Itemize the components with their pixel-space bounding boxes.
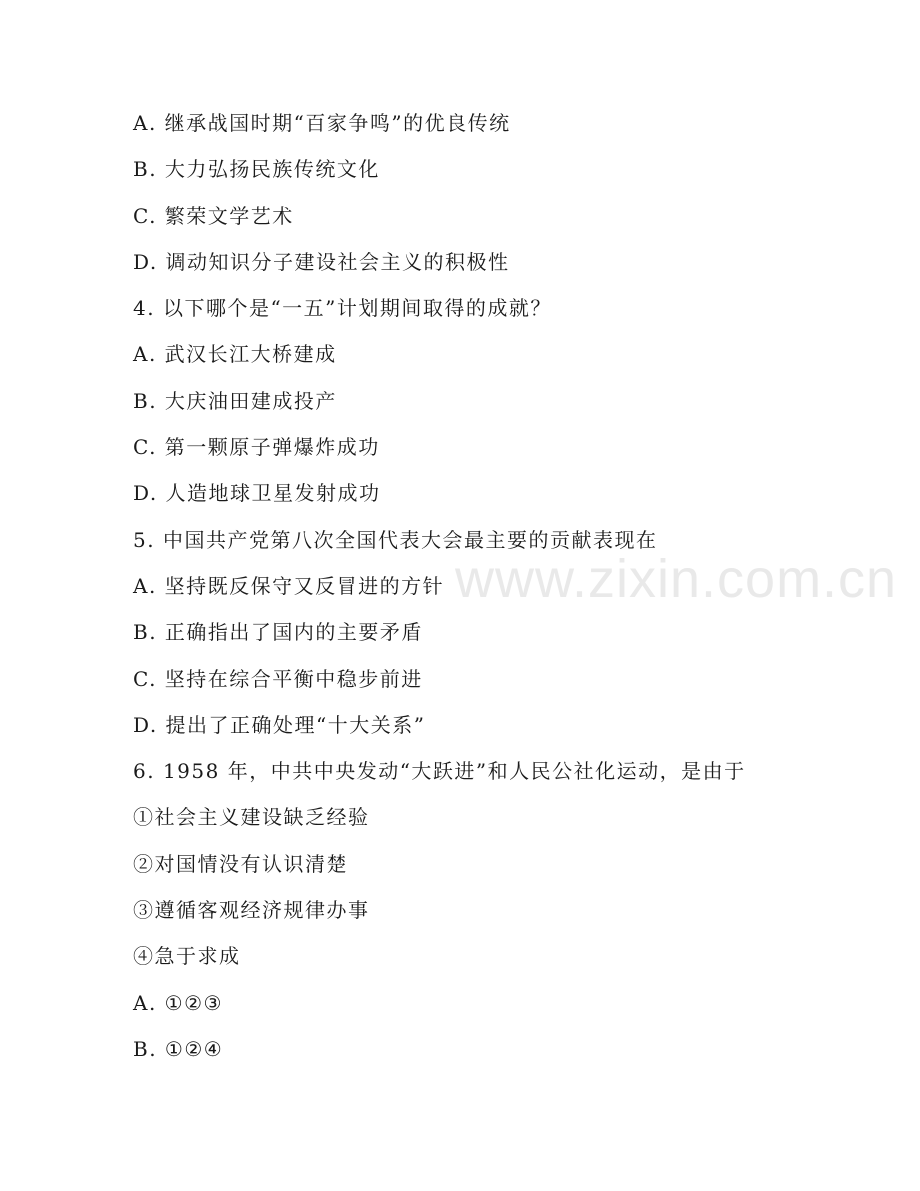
question-6: 6. 1958 年，中共中央发动“大跃进”和人民公社化运动，是由于 [133,759,746,784]
option-c-q5: C. 坚持在综合平衡中稳步前进 [133,666,423,691]
option-d-q4: D. 人造地球卫星发射成功 [133,481,381,506]
option-b-q5: B. 正确指出了国内的主要矛盾 [133,620,423,645]
option-c-q3: C. 繁荣文学艺术 [133,203,294,228]
watermark: www.zixin.com.cn [455,549,898,609]
statement-4: ④急于求成 [133,944,241,969]
statement-1: ①社会主义建设缺乏经验 [133,805,370,830]
option-a-q4: A. 武汉长江大桥建成 [133,342,337,367]
option-d-q5: D. 提出了正确处理“十大关系” [133,712,426,737]
option-a-q6: A. ①②③ [133,990,223,1015]
statement-3: ③遵循客观经济规律办事 [133,898,370,923]
option-b-q6: B. ①②④ [133,1036,224,1061]
option-b-q4: B. 大庆油田建成投产 [133,388,337,413]
option-c-q4: C. 第一颗原子弹爆炸成功 [133,435,380,460]
question-5: 5. 中国共产党第八次全国代表大会最主要的贡献表现在 [133,527,658,552]
option-a-q5: A. 坚持既反保守又反冒进的方针 [133,573,445,598]
question-4: 4. 以下哪个是“一五”计划期间取得的成就？ [133,296,552,321]
question-text [133,106,873,1078]
option-d-q3: D. 调动知识分子建设社会主义的积极性 [133,249,510,274]
statement-2: ②对国情没有认识清楚 [133,851,348,876]
option-a-q3: A. 继承战国时期“百家争鸣”的优良传统 [133,111,511,135]
option-b-q3: B. 大力弘扬民族传统文化 [133,157,380,182]
